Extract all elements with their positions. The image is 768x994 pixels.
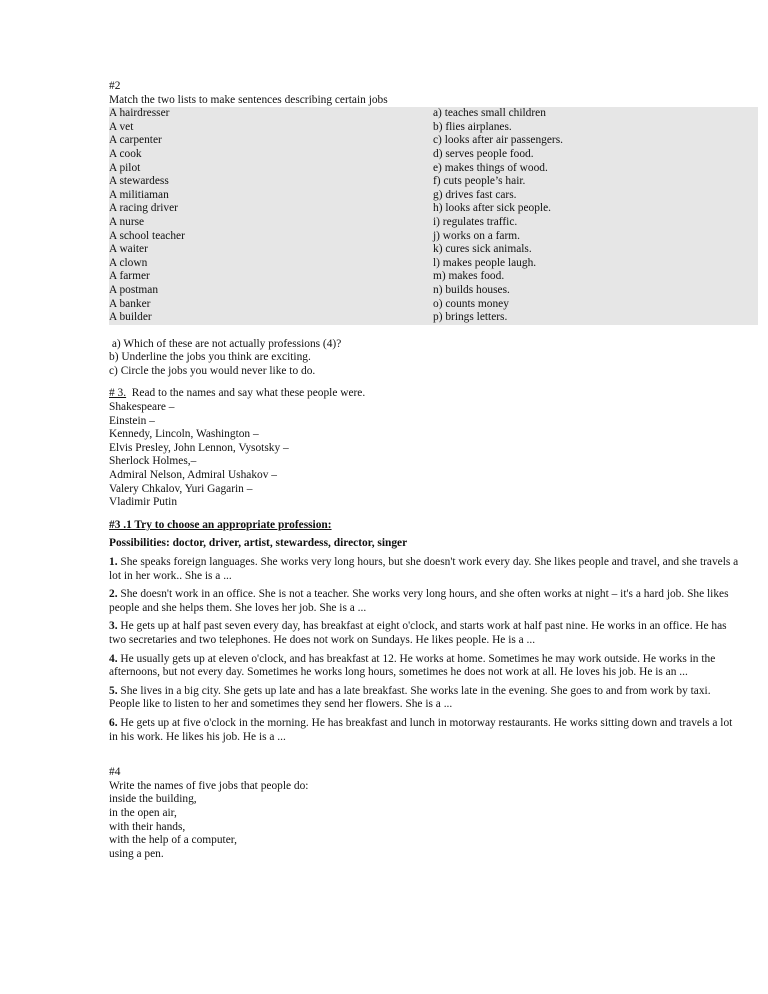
description-item: f) cuts people’s hair.: [433, 175, 526, 188]
job-item: A nurse: [109, 215, 145, 228]
section-3-1: [109, 519, 739, 744]
section-2: [109, 80, 739, 378]
description-item: g) drives fast cars.: [433, 188, 517, 201]
section-4-heading: #4: [109, 766, 121, 779]
job-item: A vet: [109, 120, 134, 133]
person-item: Einstein –: [109, 414, 155, 427]
description-item: m) makes food.: [433, 270, 505, 283]
riddle-text: He gets up at five o'clock in the morning. He has breakfast and lunch in motorway restaurants. He works sitting down and travels a lot in his work. He likes his job. He is a ...: [109, 716, 733, 743]
job-item: A pilot: [109, 161, 141, 174]
description-item: b) flies airplanes.: [433, 120, 512, 133]
section-3-heading: # 3.: [109, 387, 127, 400]
job-item: A waiter: [109, 243, 148, 256]
job-item: A builder: [109, 311, 152, 324]
descriptions-column: [433, 107, 758, 325]
description-item: p) brings letters.: [433, 311, 508, 324]
section-3-instruction: Read to the names and say what these people were.: [126, 387, 366, 400]
riddle-text: She lives in a big city. She gets up late and has a late breakfast. She works late in the evening. She goes to and from work by taxi. People like to listen to her and sometimes they send her flowers. She is a ...: [109, 684, 711, 711]
job-item: A clown: [109, 256, 148, 269]
person-item: Kennedy, Lincoln, Washington –: [109, 428, 259, 441]
description-item: l) makes people laugh.: [433, 256, 537, 269]
description-item: n) builds houses.: [433, 283, 510, 296]
riddle-number: 5.: [109, 684, 118, 697]
job-category-item: in the open air,: [109, 806, 177, 819]
riddle-text: She speaks foreign languages. She works very long hours, but she doesn't work every day. She likes people and travel, and she travels a lot in her work.. She is a ...: [109, 556, 739, 582]
person-item: Shakespeare –: [109, 401, 175, 414]
description-item: e) makes things of wood.: [433, 161, 548, 174]
question-b: b) Underline the jobs you think are exciting.: [109, 351, 311, 364]
job-item: A postman: [109, 283, 159, 296]
profession-riddle: [109, 653, 739, 680]
person-item: Vladimir Putin: [109, 496, 178, 509]
job-category-item: inside the building,: [109, 793, 197, 806]
profession-riddle: [109, 620, 739, 647]
section-2-instruction: Match the two lists to make sentences describing certain jobs: [109, 93, 388, 106]
job-item: A carpenter: [109, 134, 162, 147]
description-item: o) counts money: [433, 297, 509, 310]
section-4: [109, 766, 739, 861]
job-category-item: with their hands,: [109, 820, 186, 833]
description-item: d) serves people food.: [433, 147, 534, 160]
section-3-1-heading: #3 .1 Try to choose an appropriate profession:: [109, 518, 332, 531]
job-category-item: with the help of a computer,: [109, 834, 237, 847]
riddle-text: She doesn't work in an office. She is not a teacher. She works very long hours, and she often works at night – it's a hard job. She likes people and she helps them. She loves her job. She is a ...: [109, 588, 729, 614]
profession-riddle: [109, 556, 739, 583]
matching-table: [109, 107, 758, 325]
section-4-instruction: Write the names of five jobs that people do:: [109, 779, 309, 792]
question-c: c) Circle the jobs you would never like to do.: [109, 364, 316, 377]
riddle-number: 1.: [109, 556, 118, 568]
possibilities-line: Possibilities: doctor, driver, artist, stewardess, director, singer: [109, 537, 408, 550]
section-2-heading: #2: [109, 80, 121, 92]
description-item: h) looks after sick people.: [433, 202, 551, 215]
riddle-number: 6.: [109, 716, 118, 729]
job-item: A hairdresser: [109, 107, 170, 120]
profession-riddle: [109, 685, 739, 712]
job-category-item: using a pen.: [109, 847, 164, 860]
job-item: A cook: [109, 147, 142, 160]
riddle-number: 3.: [109, 620, 118, 633]
worksheet-page: [109, 80, 739, 861]
job-item: A school teacher: [109, 229, 185, 242]
job-item: A militiaman: [109, 188, 169, 201]
section-3-instruction-line: [109, 387, 739, 401]
description-item: i) regulates traffic.: [433, 215, 518, 228]
person-item: Elvis Presley, John Lennon, Vysotsky –: [109, 441, 289, 454]
profession-riddle: [109, 588, 739, 615]
description-item: a) teaches small children: [433, 107, 546, 120]
riddle-number: 4.: [109, 652, 118, 665]
job-item: A banker: [109, 297, 151, 310]
person-item: Admiral Nelson, Admiral Ushakov –: [109, 469, 277, 482]
job-item: A farmer: [109, 270, 150, 283]
riddle-text: He usually gets up at eleven o'clock, and has breakfast at 12. He works at home. Sometimes he may work outside. He works in the afternoons, but not every day. Sometimes he works long hours, sometimes he does not work at all. He loves his job. He is an ...: [109, 652, 716, 679]
person-item: Sherlock Holmes,–: [109, 455, 197, 468]
jobs-column: [109, 107, 433, 325]
section-3: [109, 387, 739, 509]
question-a: a) Which of these are not actually professions (4)?: [109, 337, 342, 350]
description-item: c) looks after air passengers.: [433, 134, 563, 147]
description-item: k) cures sick animals.: [433, 243, 532, 256]
job-item: A racing driver: [109, 202, 178, 215]
riddle-text: He gets up at half past seven every day, has breakfast at eight o'clock, and starts work at half past nine. He works in an office. He has two secretaries and two telephones. He does not work on Sundays. He likes people. He is a ...: [109, 620, 727, 646]
job-item: A stewardess: [109, 175, 169, 188]
person-item: Valery Chkalov, Yuri Gagarin –: [109, 482, 253, 495]
profession-riddle: [109, 717, 739, 744]
description-item: j) works on a farm.: [433, 229, 520, 242]
riddle-number: 2.: [109, 588, 118, 601]
